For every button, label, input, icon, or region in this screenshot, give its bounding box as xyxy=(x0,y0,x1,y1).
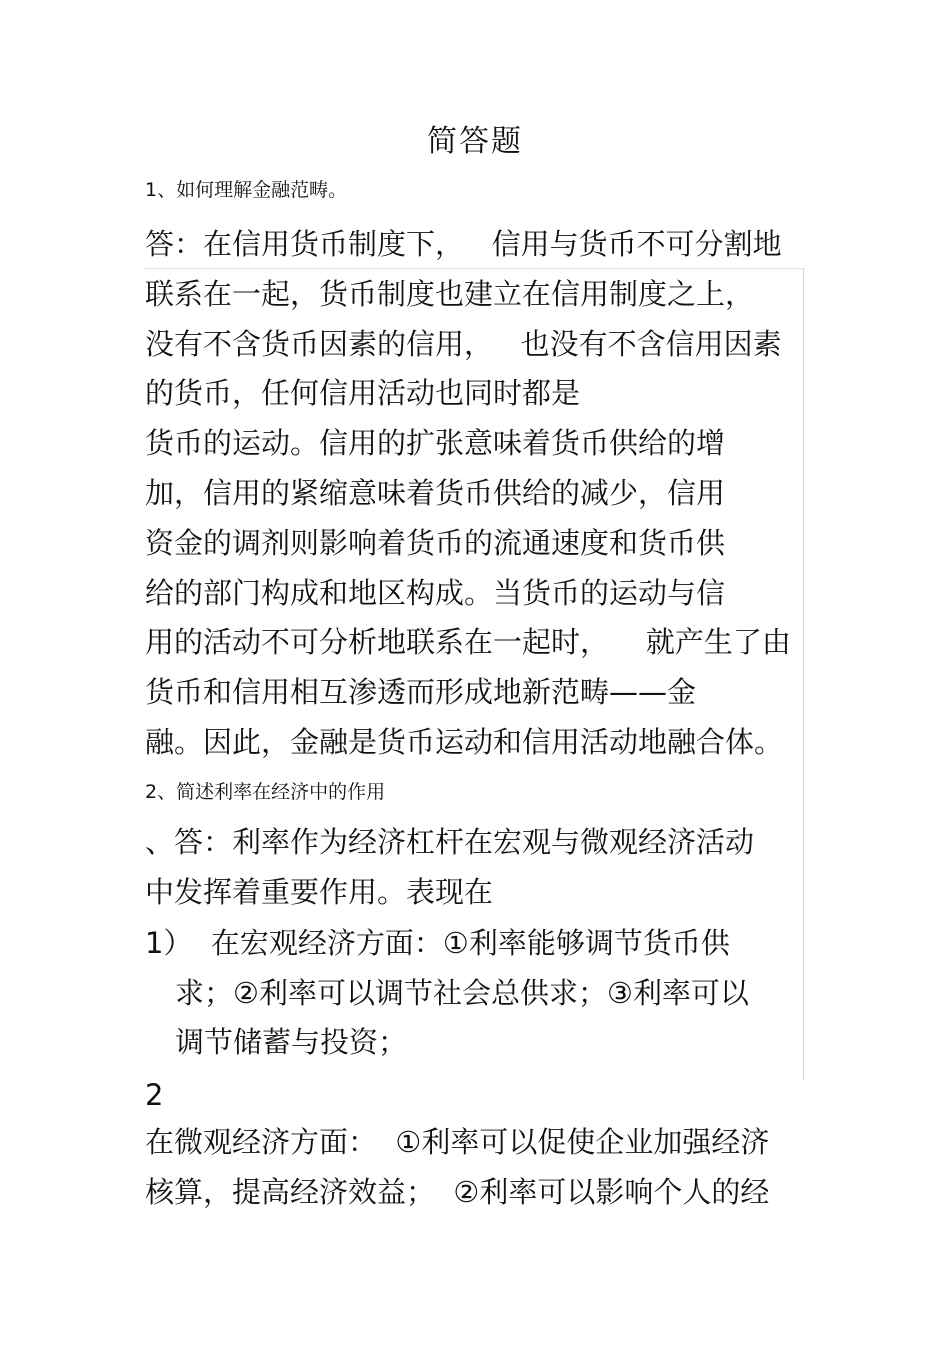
item-1-line: 调节储蓄与投资； xyxy=(175,1025,408,1059)
page-title: 简答题 xyxy=(427,124,523,159)
answer-2-line: 中发挥着重要作用。表现在 xyxy=(145,875,494,909)
answer-1-line: 用的活动不可分析地联系在一起时， 就产生了由 xyxy=(145,625,791,659)
answer-1-line: 货币和信用相互渗透而形成地新范畴——金 xyxy=(145,675,697,709)
answer-1-line: 融。因此，金融是货币运动和信用活动地融合体。 xyxy=(145,725,784,759)
answer-1-line: 答：在信用货币制度下， 信用与货币不可分割地 xyxy=(145,227,782,261)
item-2-line: 核算，提高经济效益； ②利率可以影响个人的经 xyxy=(145,1175,770,1209)
question-1: 1、如何理解金融范畴。 xyxy=(145,179,348,201)
answer-1-line: 没有不含货币因素的信用， 也没有不含信用因素 xyxy=(145,327,782,361)
answer-2-line: 、答：利率作为经济杠杆在宏观与微观经济活动 xyxy=(145,825,755,859)
frame-top-border xyxy=(143,268,804,269)
item-2-number: 2 xyxy=(145,1078,164,1112)
frame-right-border xyxy=(803,268,804,1080)
answer-1-line: 联系在一起，货币制度也建立在信用制度之上， xyxy=(145,277,755,311)
answer-1-line: 的货币，任何信用活动也同时都是 xyxy=(145,376,581,410)
item-2-line: 在微观经济方面： ①利率可以促使企业加强经济 xyxy=(145,1125,770,1159)
answer-1-line: 给的部门构成和地区构成。当货币的运动与信 xyxy=(145,576,726,610)
item-1-line: 1） 在宏观经济方面：①利率能够调节货币供 xyxy=(145,926,730,960)
question-2: 2、简述利率在经济中的作用 xyxy=(145,781,386,803)
item-1-line: 求；②利率可以调节社会总供求；③利率可以 xyxy=(175,976,749,1010)
answer-1-line: 货币的运动。信用的扩张意味着货币供给的增 xyxy=(145,426,726,460)
answer-1-line: 资金的调剂则影响着货币的流通速度和货币供 xyxy=(145,526,726,560)
answer-1-line: 加，信用的紧缩意味着货币供给的减少，信用 xyxy=(145,476,726,510)
